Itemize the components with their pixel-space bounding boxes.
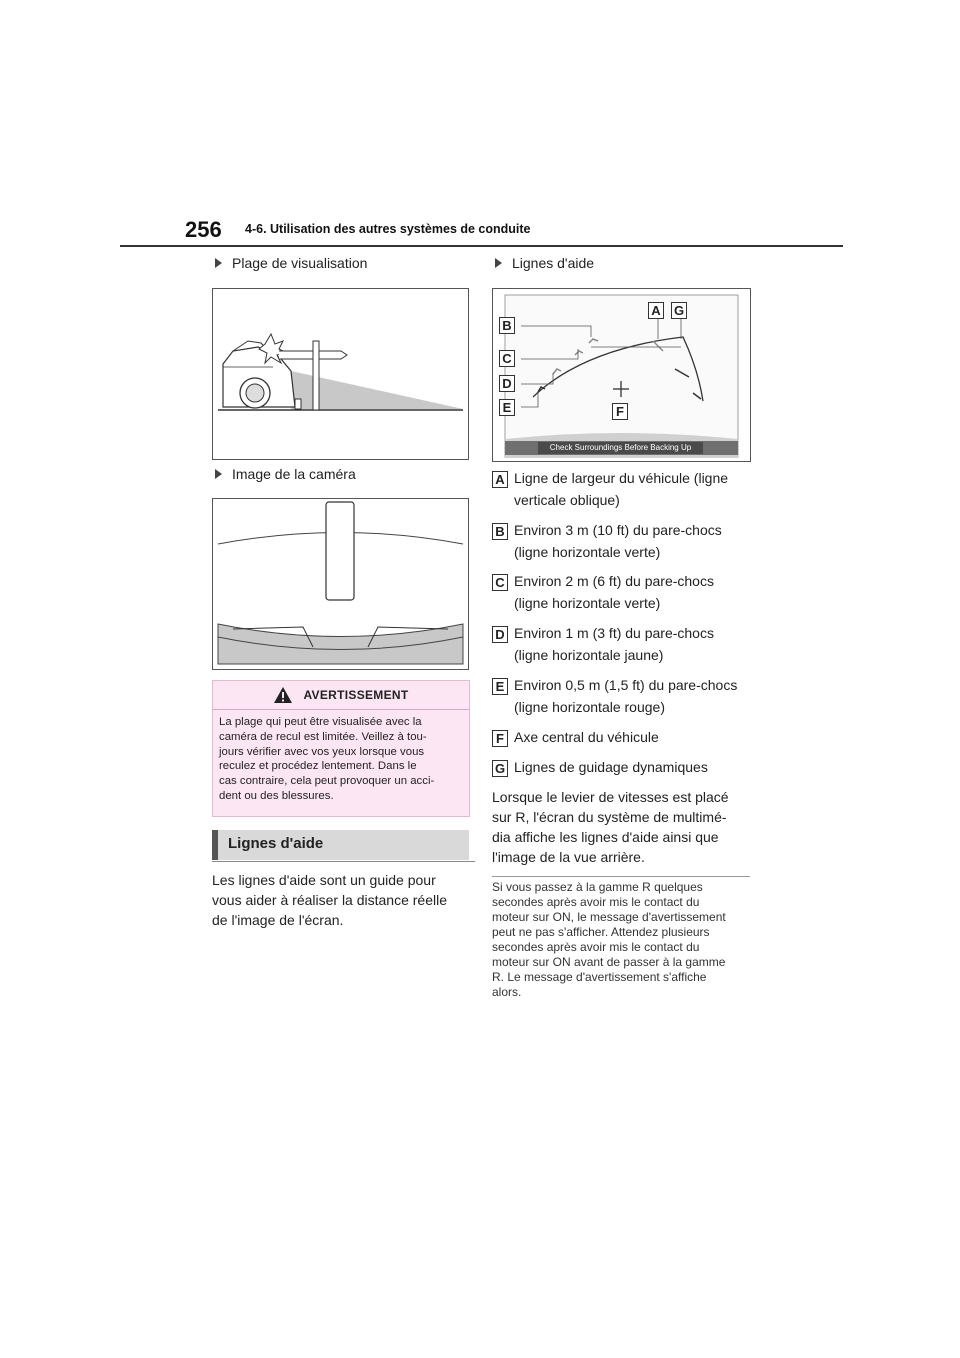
legend-badge: D [492, 626, 508, 643]
para-line: Lorsque le levier de vitesses est placé [492, 789, 729, 805]
legend-item-e: E Environ 0,5 m (1,5 ft) du pare-chocs (ligne horizontale rouge) [492, 674, 737, 718]
legend-badge: G [492, 760, 508, 777]
intro-paragraph [212, 870, 472, 930]
header-divider [120, 245, 843, 247]
legend-item-d: D Environ 1 m (3 ft) du pare-chocs (ligne horizontale jaune) [492, 622, 714, 666]
para-line: de l'image de l'écran. [212, 912, 344, 928]
bullet-guide-lines [495, 255, 594, 271]
section-heading [212, 830, 469, 860]
warning-text [213, 710, 469, 809]
camera-image-figure [212, 498, 469, 670]
legend-badge: F [492, 730, 508, 747]
legend-item-b: B Environ 3 m (10 ft) du pare-chocs (ligne horizontale verte) [492, 519, 722, 563]
legend-badge: B [492, 523, 508, 540]
warning-line: caméra de recul est limitée. Veillez à tou- [219, 730, 427, 743]
warning-header [213, 681, 469, 710]
note-line: secondes après avoir mis le contact du [492, 895, 700, 909]
note-line: secondes après avoir mis le contact du [492, 940, 700, 954]
reverse-paragraph [492, 787, 757, 867]
legend-item-f: F Axe central du véhicule [492, 726, 659, 748]
triangle-bullet-icon [215, 258, 222, 268]
triangle-bullet-icon [495, 258, 502, 268]
callout-c: C [499, 350, 521, 368]
para-line: sur R, l'écran du système de multimé- [492, 809, 727, 825]
screen-message: Check Surroundings Before Backing Up [549, 443, 692, 452]
bullet-camera-image [215, 466, 356, 482]
warning-box [212, 680, 470, 817]
para-line: vous aider à réaliser la distance réelle [212, 892, 448, 908]
note-line: peut ne pas s'afficher. Attendez plusieurs [492, 925, 710, 939]
legend-badge: E [492, 678, 508, 695]
bullet-label: Plage de visualisation [232, 255, 368, 271]
warning-line: La plage qui peut être visualisée avec la [219, 716, 422, 728]
para-line: Les lignes d'aide sont un guide pour [212, 872, 436, 888]
bullet-label: Image de la caméra [232, 466, 356, 482]
callout-a: A [648, 302, 670, 320]
warning-triangle-icon [273, 686, 293, 704]
warning-line: jours vérifier avec vos yeux lorsque vous [219, 745, 425, 758]
car-range-illustration [213, 289, 468, 459]
legend-item-c: C Environ 2 m (6 ft) du pare-chocs (ligne horizontale verte) [492, 570, 714, 614]
section-title: 4-6. Utilisation des autres systèmes de conduite [245, 222, 531, 236]
warning-line: dent ou des blessures. [219, 789, 334, 802]
note-line: R. Le message d'avertissement s'affiche [492, 970, 707, 984]
callout-e: E [499, 399, 521, 417]
note-line: alors. [492, 985, 522, 999]
para-line: dia affiche les lignes d'aide ainsi que [492, 829, 719, 845]
legend-badge: A [492, 471, 508, 488]
viewing-range-figure [212, 288, 469, 460]
note-line: Si vous passez à la gamme R quelques [492, 880, 703, 894]
para-line: l'image de la vue arrière. [492, 849, 645, 865]
bullet-viewing-range [215, 255, 367, 271]
triangle-bullet-icon [215, 469, 222, 479]
legend-badge: C [492, 574, 508, 591]
callout-f: F [612, 403, 634, 421]
note-line: moteur sur ON, le message d'avertissement [492, 910, 726, 924]
legend-item-g: G Lignes de guidage dynamiques [492, 756, 708, 778]
note-line: moteur sur ON avant de passer à la gamme [492, 955, 726, 969]
legend-item-a: A Ligne de largeur du véhicule (ligne verticale oblique) [492, 467, 728, 511]
callout-b: B [499, 317, 521, 335]
bullet-label: Lignes d'aide [512, 255, 595, 271]
guide-lines-screen [493, 289, 750, 461]
note-text [492, 880, 752, 1000]
page-number: 256 [185, 217, 222, 242]
callout-g: G [671, 302, 693, 320]
callout-d: D [499, 375, 521, 393]
warning-line: cas contraire, cela peut provoquer un acci- [219, 775, 435, 788]
heading-text: Lignes d'aide [228, 835, 324, 852]
note-divider [492, 876, 750, 877]
guide-lines-figure [492, 288, 751, 462]
warning-line: reculez et procédez lentement. Dans le [219, 760, 417, 773]
warning-title: AVERTISSEMENT [303, 688, 409, 702]
camera-view-illustration [213, 499, 468, 669]
heading-underline [212, 861, 475, 862]
